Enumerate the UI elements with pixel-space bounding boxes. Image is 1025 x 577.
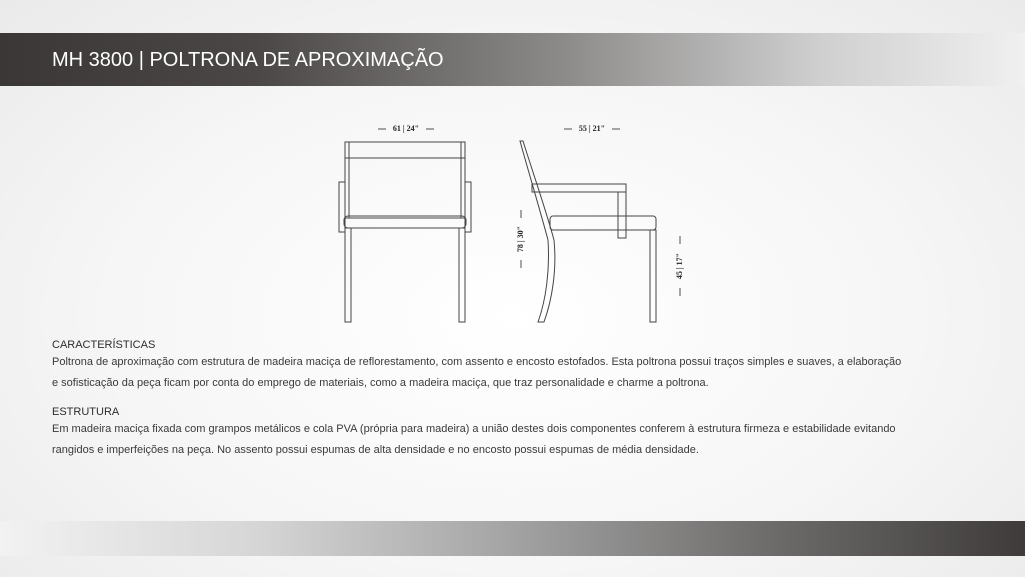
front-width-label: 61 | 24" bbox=[392, 124, 420, 133]
section-estrutura bbox=[52, 405, 962, 461]
section-text-line: Poltrona de aproximação com estrutura de madeira maciça de reflorestamento, com assento e encosto estofados. Esta poltrona possui traços simples e suaves, a elaboração bbox=[52, 356, 902, 368]
chair-front-view bbox=[339, 142, 471, 322]
side-seat bbox=[550, 216, 656, 230]
section-text-line: rangidos e imperfeições na peça. No assento possui espumas de alta densidade e no encosto possui espumas de média densidade. bbox=[52, 444, 699, 456]
front-left-leg bbox=[345, 228, 351, 322]
section-caracteristicas bbox=[52, 338, 962, 394]
seat-height-label: 45 | 17" bbox=[675, 252, 684, 280]
seat-height-dimension bbox=[675, 236, 684, 296]
side-curved-back bbox=[520, 141, 555, 322]
footer-band bbox=[0, 521, 1025, 556]
front-backrest-frame bbox=[345, 142, 465, 218]
side-armrest bbox=[532, 184, 626, 192]
section-title: CARACTERÍSTICAS bbox=[52, 339, 156, 351]
section-text-line: e sofisticação da peça ficam por conta do emprego de materiais, como a madeira maciça, que traz personalidade e charme a poltrona. bbox=[52, 377, 709, 389]
height-label: 78 | 30" bbox=[516, 225, 525, 253]
section-title: ESTRUTURA bbox=[52, 406, 120, 418]
chair-side-view bbox=[520, 141, 656, 322]
section-text-line: Em madeira maciça fixada com grampos metálicos e cola PVA (própria para madeira) a união destes dois componentes conferem à estrutura firmeza e estabilidade evitando bbox=[52, 423, 896, 435]
front-width-dimension bbox=[378, 124, 434, 133]
side-depth-dimension bbox=[564, 124, 620, 133]
side-front-leg bbox=[650, 230, 656, 322]
chair-technical-drawing bbox=[320, 110, 700, 330]
height-dimension bbox=[516, 210, 525, 268]
front-right-leg bbox=[459, 228, 465, 322]
side-depth-label: 55 | 21" bbox=[578, 124, 606, 133]
side-arm-support bbox=[618, 192, 626, 238]
page-title: MH 3800 | POLTRONA DE APROXIMAÇÃO bbox=[52, 49, 444, 71]
